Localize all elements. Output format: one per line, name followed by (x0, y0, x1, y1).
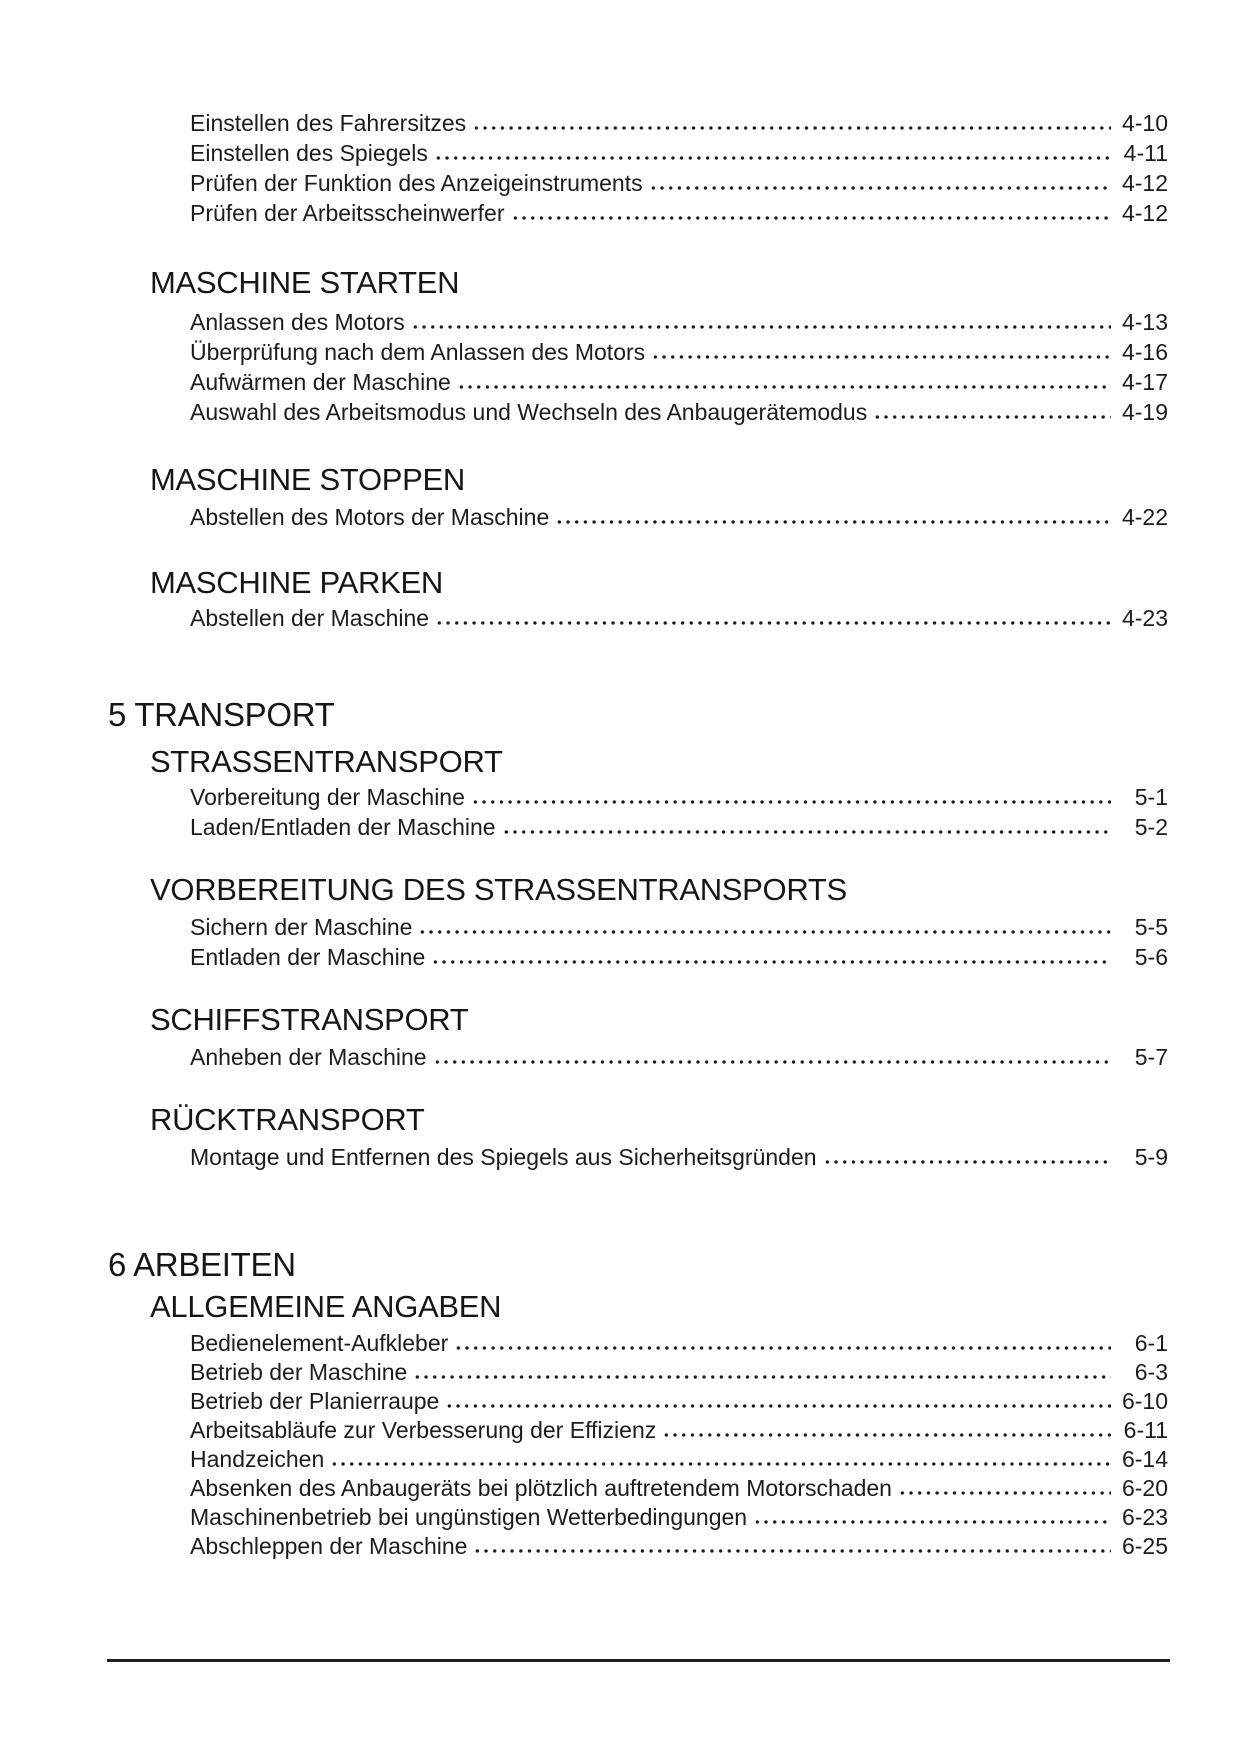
toc-entry-page: 6-25 (1121, 1533, 1168, 1559)
toc-entry (190, 1329, 1168, 1358)
toc-entry-title: Anheben der Maschine (190, 1044, 427, 1070)
toc-entry-group (0, 1142, 1241, 1172)
toc-entry-page: 6-1 (1134, 1330, 1168, 1356)
toc-entry-group (0, 1329, 1241, 1561)
toc-entry (190, 1503, 1168, 1532)
toc-entry-group (0, 603, 1241, 633)
toc-entry (190, 1358, 1168, 1387)
toc-entry (190, 367, 1168, 397)
toc-entry-page: 4-22 (1121, 504, 1168, 530)
toc-entry-title: Bedienelement-Aufkleber (190, 1330, 449, 1356)
toc-entry (190, 168, 1168, 198)
chapter-heading: 6 ARBEITEN (108, 1246, 296, 1283)
leader-dots (431, 959, 1111, 965)
toc-entry-title: Abstellen der Maschine (190, 605, 430, 631)
toc-entry-title: Entladen der Maschine (190, 944, 426, 970)
section-heading: MASCHINE PARKEN (150, 565, 443, 600)
section-heading: SCHIFFSTRANSPORT (150, 1002, 469, 1037)
leader-dots (413, 1374, 1111, 1380)
toc-entry (190, 198, 1168, 228)
leader-dots (454, 1345, 1111, 1351)
leader-dots (511, 215, 1112, 221)
toc-entry (190, 337, 1168, 367)
toc-entry (190, 782, 1168, 812)
leader-dots (873, 414, 1111, 420)
toc-entry-page: 4-13 (1121, 309, 1168, 335)
toc-entry-page: 4-23 (1121, 605, 1168, 631)
toc-entry-title: Maschinenbetrieb bei ungünstigen Wetterbedingungen (190, 1504, 748, 1530)
toc-entry (190, 1532, 1168, 1561)
leader-dots (502, 829, 1111, 835)
toc-entry-page: 6-10 (1121, 1388, 1168, 1414)
toc-entry-title: Aufwärmen der Maschine (190, 369, 451, 395)
toc-entry-page: 5-9 (1134, 1144, 1168, 1170)
leader-dots (898, 1490, 1111, 1496)
toc-entry-title: Einstellen des Spiegels (190, 140, 428, 166)
toc-entry-page: 6-11 (1123, 1417, 1168, 1443)
toc-entry-page: 5-1 (1134, 784, 1168, 810)
footer-rule (107, 1659, 1170, 1662)
toc-entry-title: Auswahl des Arbeitsmodus und Wechseln des Anbaugerätemodus (190, 399, 868, 425)
leader-dots (472, 125, 1111, 131)
toc-entry-page: 4-19 (1121, 399, 1168, 425)
section-heading: STRASSENTRANSPORT (150, 744, 503, 779)
toc-entry (190, 108, 1168, 138)
toc-entry-group (0, 1042, 1241, 1072)
section-heading: RÜCKTRANSPORT (150, 1102, 425, 1137)
toc-entry-title: Abstellen des Motors der Maschine (190, 504, 550, 530)
leader-dots (418, 929, 1111, 935)
toc-entry-title: Handzeichen (190, 1446, 325, 1472)
section-heading: VORBEREITUNG DES STRASSENTRANSPORTS (150, 872, 847, 907)
toc-entry-page: 4-11 (1123, 140, 1168, 166)
leader-dots (662, 1432, 1111, 1438)
section-heading: MASCHINE STOPPEN (150, 462, 466, 497)
toc-entry-title: Einstellen des Fahrersitzes (190, 110, 467, 136)
leader-dots (651, 354, 1111, 360)
toc-entry (190, 307, 1168, 337)
chapter-heading: 5 TRANSPORT (108, 696, 335, 733)
leader-dots (649, 185, 1111, 191)
toc-entry (190, 1445, 1168, 1474)
leader-dots (555, 519, 1111, 525)
toc-entry (190, 1416, 1168, 1445)
leader-dots (471, 799, 1111, 805)
toc-entry-group (0, 782, 1241, 842)
toc-entry (190, 138, 1168, 168)
toc-entry-title: Überprüfung nach dem Anlassen des Motors (190, 339, 646, 365)
toc-entry-title: Vorbereitung der Maschine (190, 784, 465, 810)
leader-dots (411, 324, 1111, 330)
toc-entry-page: 5-6 (1134, 944, 1168, 970)
toc-entry (190, 1474, 1168, 1503)
toc-entry (190, 603, 1168, 633)
leader-dots (445, 1403, 1111, 1409)
leader-dots (434, 155, 1111, 161)
toc-entry-title: Prüfen der Funktion des Anzeigeinstruments (190, 170, 643, 196)
section-heading: MASCHINE STARTEN (150, 265, 460, 300)
toc-entry-title: Prüfen der Arbeitsscheinwerfer (190, 200, 505, 226)
toc-entry-title: Anlassen des Motors (190, 309, 405, 335)
toc-entry-page: 5-2 (1134, 814, 1168, 840)
toc-entry (190, 812, 1168, 842)
toc-entry-title: Sichern der Maschine (190, 914, 413, 940)
leader-dots (823, 1159, 1111, 1165)
toc-entry (190, 502, 1168, 532)
toc-entry-page: 6-3 (1134, 1359, 1168, 1385)
leader-dots (753, 1519, 1111, 1525)
toc-entry-title: Arbeitsabläufe zur Verbesserung der Effizienz (190, 1417, 657, 1443)
toc-entry (190, 1387, 1168, 1416)
toc-entry-title: Betrieb der Maschine (190, 1359, 408, 1385)
leader-dots (473, 1548, 1111, 1554)
toc-entry-page: 6-14 (1121, 1446, 1168, 1472)
toc-entry-group (0, 912, 1241, 972)
toc-entry (190, 1142, 1168, 1172)
toc-entry-title: Abschleppen der Maschine (190, 1533, 468, 1559)
toc-entry (190, 397, 1168, 427)
toc-entry-page: 5-5 (1134, 914, 1168, 940)
toc-entry-page: 5-7 (1134, 1044, 1168, 1070)
leader-dots (457, 384, 1111, 390)
toc-entry (190, 942, 1168, 972)
toc-entry-page: 6-23 (1121, 1504, 1168, 1530)
toc-entry (190, 1042, 1168, 1072)
toc-entry (190, 912, 1168, 942)
toc-entry-title: Laden/Entladen der Maschine (190, 814, 496, 840)
toc-entry-page: 4-16 (1121, 339, 1168, 365)
toc-entry-page: 6-20 (1121, 1475, 1168, 1501)
toc-entry-page: 4-17 (1121, 369, 1168, 395)
leader-dots (435, 620, 1111, 626)
toc-entry-title: Betrieb der Planierraupe (190, 1388, 440, 1414)
toc-entry-page: 4-10 (1121, 110, 1168, 136)
toc-entry-group (0, 502, 1241, 532)
leader-dots (330, 1461, 1111, 1467)
section-heading: ALLGEMEINE ANGABEN (150, 1289, 502, 1324)
toc-entry-page: 4-12 (1121, 170, 1168, 196)
toc-entry-group (0, 108, 1241, 228)
toc-entry-page: 4-12 (1121, 200, 1168, 226)
toc-entry-group (0, 307, 1241, 427)
leader-dots (433, 1059, 1111, 1065)
toc-entry-title: Absenken des Anbaugeräts bei plötzlich auftretendem Motorschaden (190, 1475, 892, 1501)
toc-entry-title: Montage und Entfernen des Spiegels aus Sicherheitsgründen (190, 1144, 817, 1170)
